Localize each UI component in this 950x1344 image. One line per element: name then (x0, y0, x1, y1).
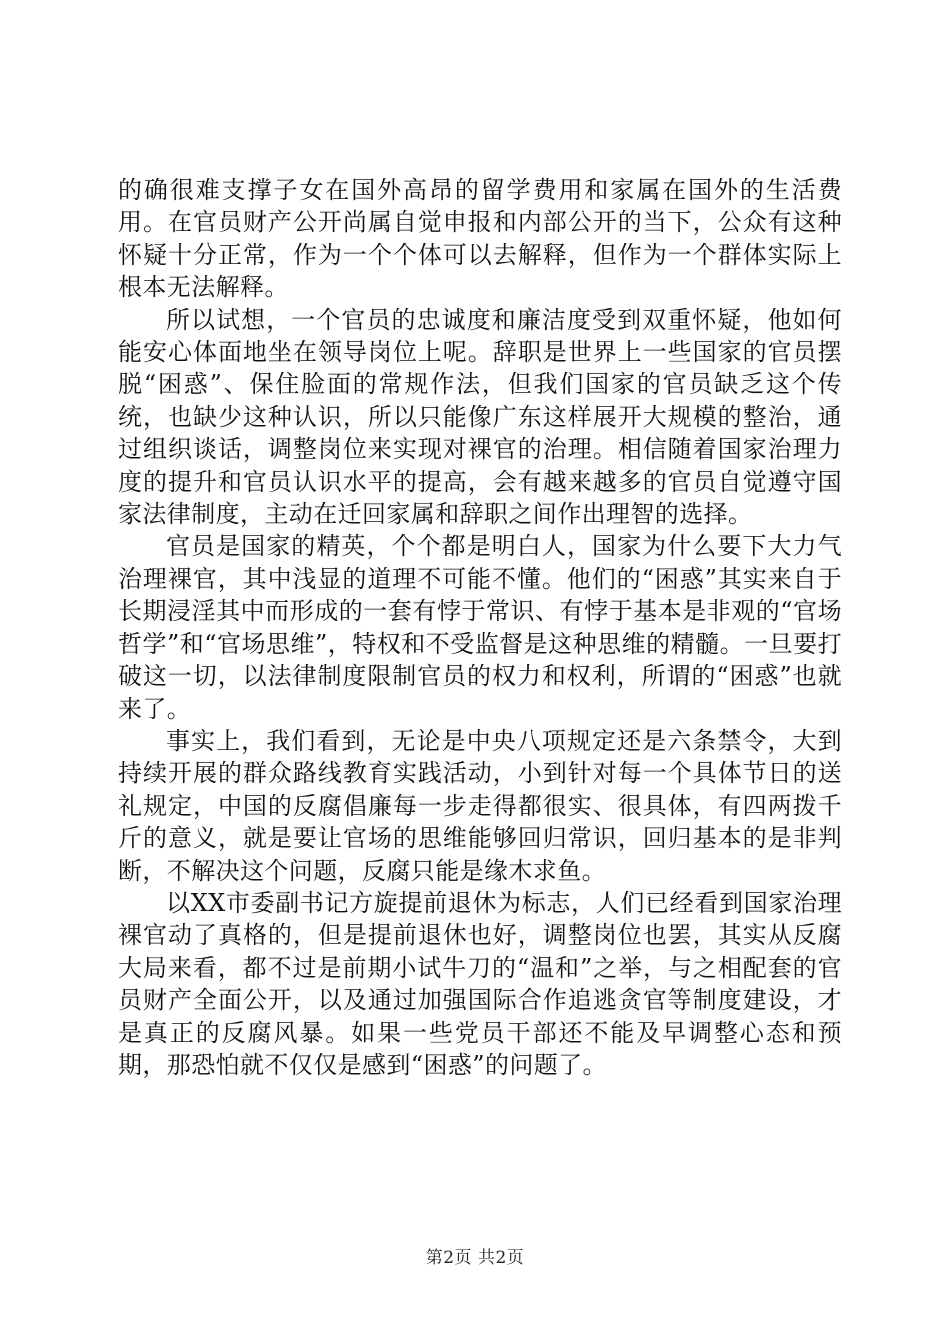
paragraph-5: 以XX市委副书记方旋提前退休为标志，人们已经看到国家治理裸官动了真格的，但是提前退休也好，调整岗位也罢，其实从反腐大局来看，都不过是前期小试牛刀的“温和”之举，与之相配套的官员财产全面公开，以及通过加强国际合作追逃贪官等制度建设，才是真正的反腐风暴。如果一些党员干部还不能及早调整心态和预期，那恐怕就不仅仅是感到“困惑”的问题了。 (118, 888, 842, 1079)
paragraph-1: 的确很难支撑子女在国外高昂的留学费用和家属在国外的生活费用。在官员财产公开尚属自觉申报和内部公开的当下，公众有这种怀疑十分正常，作为一个个体可以去解释，但作为一个群体实际上根本无法解释。 (118, 176, 842, 302)
paragraph-3: 官员是国家的精英，个个都是明白人，国家为什么要下大力气治理裸官，其中浅显的道理不可能不懂。他们的“困惑”其实来自于长期浸淫其中而形成的一套有悖于常识、有悖于基本是非观的“官场哲学”和“官场思维”，特权和不受监督是这种思维的精髓。一旦要打破这一切，以法律制度限制官员的权力和权利，所谓的“困惑”也就来了。 (118, 532, 842, 723)
paragraph-2: 所以试想，一个官员的忠诚度和廉洁度受到双重怀疑，他如何能安心体面地坐在领导岗位上呢。辞职是世界上一些国家的官员摆脱“困惑”、保住脸面的常规作法，但我们国家的官员缺乏这个传统，也缺少这种认识，所以只能像广东这样展开大规模的整治，通过组织谈话，调整岗位来实现对裸官的治理。相信随着国家治理力度的提升和官员认识水平的提高，会有越来越多的官员自觉遵守国家法律制度，主动在迁回家属和辞职之间作出理智的选择。 (118, 305, 842, 529)
paragraph-4: 事实上，我们看到，无论是中央八项规定还是六条禁令，大到持续开展的群众路线教育实践活动，小到针对每一个具体节日的送礼规定，中国的反腐倡廉每一步走得都很实、很具体，有四两拨千斤的意义，就是要让官场的思维能够回归常识，回归基本的是非判断，不解决这个问题，反腐只能是缘木求鱼。 (118, 726, 842, 885)
document-body (118, 174, 842, 1081)
page-footer: 第2页 共2页 (425, 1248, 525, 1268)
